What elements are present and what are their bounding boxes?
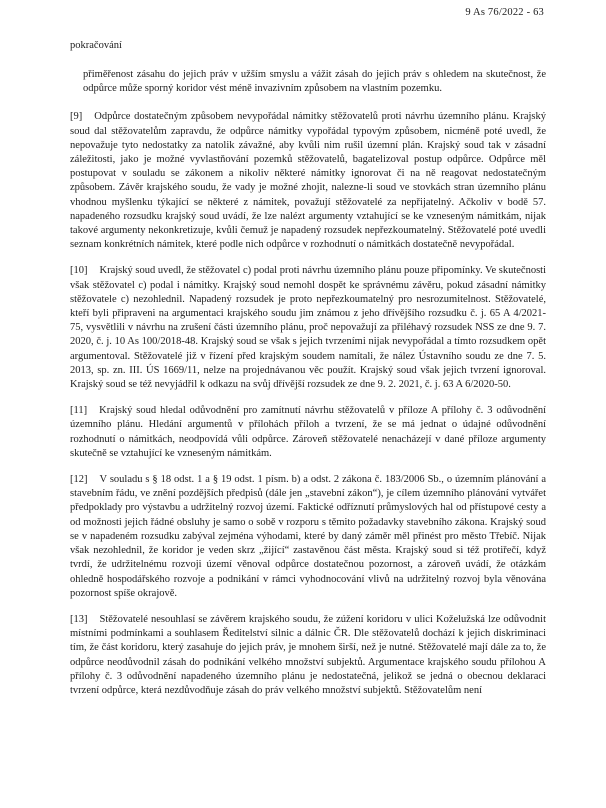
paragraph-12 — [70, 473, 546, 601]
paragraph-number: [11] — [70, 405, 88, 417]
paragraph-number: [13] — [70, 613, 88, 625]
document-body — [70, 68, 546, 710]
paragraph-number: [10] — [70, 265, 88, 277]
paragraph-text: přiměřenost zásahu do jejich práv v užším smyslu a vážit zásah do jejich práv s ohledem na skutečnost, že odpůrce může sporný koridor vést méně invazivním způsobem na vlastním pozemku. — [83, 69, 546, 95]
paragraph-9 — [70, 110, 546, 252]
paragraph-text: Stěžovatelé nesouhlasí se závěrem krajského soudu, že zúžení koridoru v ulici Koželužská lze odůvodnit místními podmínkami a souhlasem Ředitelství silnic a dálnic ČR. Dle stěžovatelů dochází k jejich diskriminaci tím, že část koridoru, který zasahuje do jejich práv, je mnohem širší, než je nutné. Stěžovatelé mají dále za to, že odpůrce neodůvodnil zásah do podnikání velkého množství subjektů. Argumentace krajského soudu přílohou A přílohy č. 3 odůvodnění napadeného územního plánu je nedostatečná, jelikož se jedná o obecnou deklaraci tvrzení odpůrce, která nezdůvodňuje zásah do práv velkého množství subjektů. Stěžovatelům není — [70, 613, 546, 696]
paragraph-text: Krajský soud hledal odůvodnění pro zamítnutí návrhu stěžovatelů v příloze A přílohy č. 3 odůvodnění územního plánu. Hledání argumentů v přílohách příloh a tvrzení, že se má jednat o údajné odůvodnění rozhodnutí o námitkách, neodpovídá vůli odpůrce. Zároveň stěžovatelé nenacházejí v dané příloze argumenty skutečně se vztahující ke vzneseným námitkám. — [70, 405, 546, 459]
paragraph-number: [9] — [70, 111, 83, 123]
paragraph-continued — [70, 68, 546, 96]
case-number: 9 As 76/2022 - 63 — [465, 7, 544, 18]
paragraph-number: [12] — [70, 474, 88, 486]
paragraph-text: Odpůrce dostatečným způsobem nevypořádal námitky stěžovatelů proti návrhu územního plánu. Krajský soud dal stěžovatelům zapravdu, že odpůrce námitky vypořádal typovým způsobem, nicméně poté uvedl, že nepovažuje tyto nedostatky za natolik závažné, aby kvůli nim rušil územní plán. Krajský soud tak v zásadní záležitosti, jako je možné vyvlastňování pozemků stěžovatelů, bagatelizoval postup odpůrce. Odpůrce měl postupovat v souladu se zákonem a nikoliv některé námitky ignorovat či na ně reagovat nedostatečným způsobem. Závěr krajského soudu, že vady je možné zhojit, nalezne-li soud ve stovkách stran územního plánu vhodnou myšlenku týkající se některé z námitek, považují stěžovatelé za nepřijatelný. Ačkoliv v bodě 57. napadeného rozsudku krajský soud uvádí, že lze nalézt argumenty vztahující se ke vzneseným námitkám, nijak takové argumenty nekonkretizuje, kvůli čemuž je napadený rozsudek nepřezkoumatelný. Stěžovatelé poté uvedli seznam konkrétních námitek, které podle nich odpůrce v rozhodnutí o námitkách dostatečně nevypořádal. — [70, 111, 546, 251]
paragraph-10 — [70, 264, 546, 392]
paragraph-text: Krajský soud uvedl, že stěžovatel c) podal proti návrhu územního plánu pouze připomínky. Ve skutečnosti však stěžovatel c) podal i námitky. Krajský soud nemohl dospět ke správnému závěru, pokud zásadní námitky stěžovatele c) nezohlednil. Napadený rozsudek je proto nepřezkoumatelný pro nesrozumitelnost. Stěžovatelé, kteří byli připraveni na argumentaci krajského soudu jim známou z jeho dřívějšího rozsudku č. j. 65 A 4/2021-75, vysvětlili v návrhu na zrušení části územního plánu, proč nepovažují za přiléhavý rozsudek NSS ze dne 9. 7. 2020, č. j. 10 As 100/2018-48. Krajský soud se však s jejich tvrzeními nijak nevypořádal a tímto rozsudkem opět argumentoval. Stěžovatelé již v řízení před krajským soudem namítali, že nález Ústavního soudu ze dne 7. 5. 2013, sp. zn. III. ÚS 1669/11, nelze na projednávanou věc použít. Krajský soud však jejich tvrzení ignoroval. Krajský soud se též nevyjádřil k odkazu na svůj dřívější rozsudek ze dne 9. 2. 2021, č. j. 63 A 6/2020-50. — [70, 265, 546, 391]
paragraph-text: V souladu s § 18 odst. 1 a § 19 odst. 1 písm. b) a odst. 2 zákona č. 183/2006 Sb., o územním plánování a stavebním řádu, ve znění pozdějších předpisů (dále jen „stavební zákon“), je cílem územního plánování vytvářet předpoklady pro výstavbu a udržitelný rozvoj území. Faktické odříznutí průmyslových hal od přístupové cesty a od možnosti jejich řádné obsluhy je samo o sobě v rozporu s těmito požadavky stavebního zákona. Krajský soud se v napadeném rozsudku zabýval zejména výhodami, které by daný záměr měl přinést pro město Třebíč. Nijak však nezohlednil, že koridor je veden skrz „žijící“ zastavěnou část města. Krajský soud si též protiřečí, když tvrdí, že udržitelnému rozvoji území věnoval odpůrce dostatečnou pozornost, a zároveň uvádí, že otázkám ohledně hospodářského rozvoje a podnikání v rámci vyhodnocování vlivů na udržitelný rozvoj byla věnována pozornost spíše okrajově. — [70, 474, 546, 599]
paragraph-11 — [70, 404, 546, 461]
paragraph-13 — [70, 613, 546, 698]
continuation-label: pokračování — [70, 40, 122, 51]
